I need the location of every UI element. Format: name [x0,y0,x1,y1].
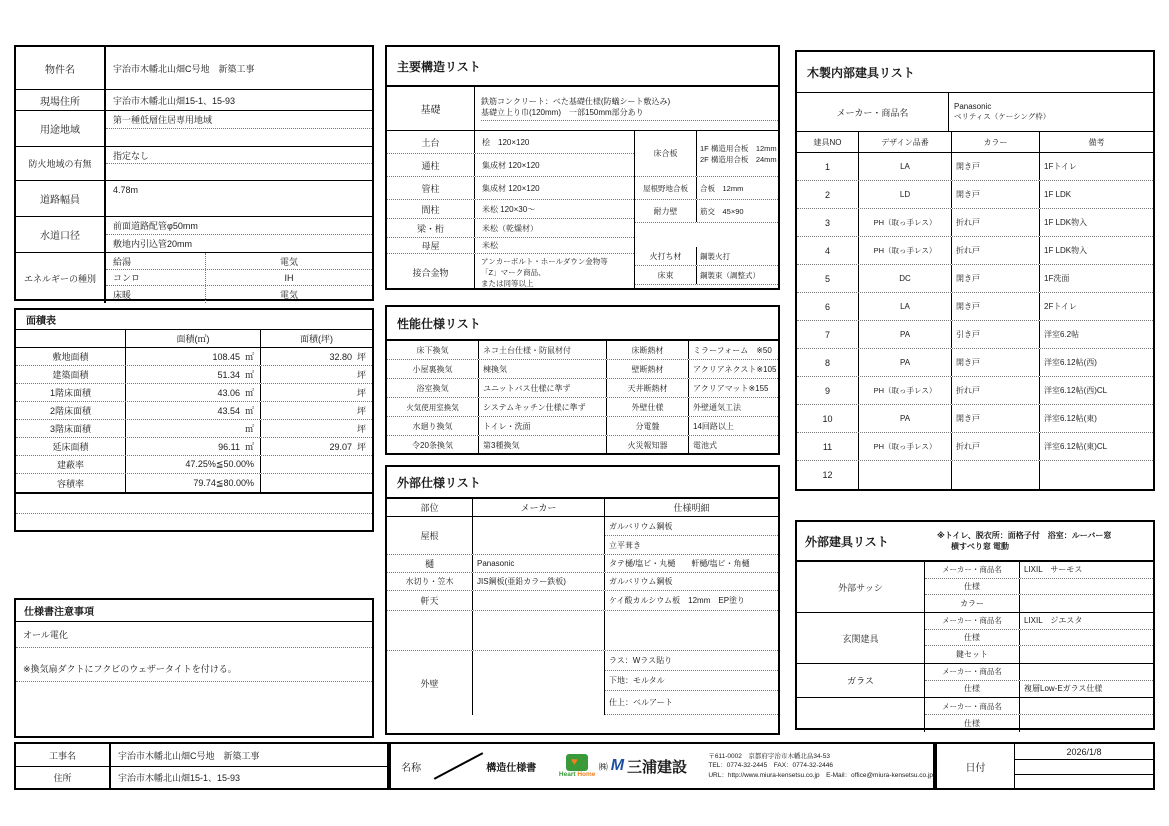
exterior-doors-title: 外部建具リスト [805,534,889,549]
footer-addr-value: 宇治市木幡北山畑15-1、15-93 [118,773,241,783]
footer-project-table [14,742,389,790]
perf-value: ユニットバス仕様に準ず [479,379,607,397]
site-addr-value: 宇治市木幡北山畑15-1、15-93 [113,95,236,106]
gutter-maker: Panasonic [473,555,605,572]
col-maker: メーカー [473,499,605,516]
energy-type-label: コンロ [106,270,206,285]
door-color: 開き戸 [952,265,1040,292]
perf-value: ミラーフォーム ※50 [693,345,772,355]
field-label: メーカー・商品名 [925,698,1020,714]
logo-text-home: Home [577,770,596,778]
door-model [859,461,952,489]
structure-row-label: 火打ち材 [635,247,697,265]
site-name-value: 宇治市木幡北山畑C号地 新築工事 [113,63,255,74]
field-label: 仕様 [925,715,1020,732]
area-col-tsubo: 面積(坪) [300,334,333,344]
extra-group-label [797,698,925,732]
perf-value: 14回路以上 [693,421,734,431]
roof-label: 屋根 [387,517,473,554]
interior-maker-name: Panasonic [954,102,992,111]
sash-group-label: 外部サッシ [797,562,925,612]
perf-value: 第3種換気 [479,436,607,455]
field-value [1020,664,1153,680]
flashing-maker: JIS鋼板(亜鉛カラー鉄板) [473,573,605,590]
area-tsubo-unit: 坪 [356,424,366,434]
footer-title-block [389,742,935,790]
door-no: 2 [797,181,859,208]
footer-project-value: 宇治市木幡北山畑C号地 新築工事 [118,750,260,761]
perf-value: アクリアネクスト※105 [693,364,777,374]
field-value [1020,630,1153,646]
perf-label: 水廻り換気 [387,417,479,435]
door-note: 1Fトイレ [1044,162,1077,171]
col-door-model: デザイン品番 [859,132,952,152]
area-m2-value: 51.34 [217,369,240,380]
drawing-name-value: 構造仕様書 [486,762,537,774]
structure-title: 主要構造リスト [387,47,778,87]
door-color: 引き戸 [952,321,1040,348]
area-m2-unit: ㎡ [244,370,254,380]
area-m2-unit: ㎡ [244,388,254,398]
col-part: 部位 [387,499,473,516]
structure-row-label: 床合板 [635,131,697,176]
energy-type-value: 電気 [279,290,298,300]
wall-maker [473,651,605,715]
structure-row-label: 母屋 [387,238,475,253]
area-m2-unit: ㎡ [244,442,254,452]
area-row-label: 2階床面積 [16,402,126,419]
col-door-note: 備考 [1088,137,1105,147]
structure-row-value: 桧 120×120 [482,137,530,147]
door-color: 折れ戸 [952,433,1040,460]
roof-detail-2: 立平葺き [609,540,641,550]
structure-row-label: 床束 [635,266,697,284]
exterior-doors-list [795,520,1155,730]
door-no: 4 [797,237,859,264]
door-no: 3 [797,209,859,236]
site-energy-label: エネルギーの種別 [16,253,106,303]
site-road-label: 道路幅員 [16,181,106,216]
door-model: LD [859,181,952,208]
perf-value: トイレ・洗面 [479,417,607,435]
performance-list [385,305,780,455]
structure-row-label: 通柱 [387,154,475,176]
eaves-detail: ケイ酸カルシウム板 12mm EP塗り [609,596,746,605]
company-mark: ㈱ [598,761,608,772]
field-label: 仕様 [925,681,1020,697]
foundation-line-2: 基礎立上り巾(120mm) 一部150mm部分あり [481,107,778,121]
door-note: 1F LDK物入 [1044,246,1088,255]
door-model: LA [859,153,952,180]
site-info-table [14,45,374,301]
perf-label: 小屋裏換気 [387,360,479,378]
structure-row-value: 集成材 120×120 [482,183,540,193]
date-blank-line [1015,760,1153,775]
door-model: PA [859,321,952,348]
door-color: 折れ戸 [952,377,1040,404]
perf-label: 分電盤 [607,417,689,435]
area-row-label: 3階床面積 [16,420,126,437]
field-value [1020,715,1153,732]
wall-label: 外壁 [387,651,473,715]
joint-line-1: アンカーボルト・ホールダウン金物等 [481,256,608,266]
perf-value: 電池式 [693,441,717,450]
joint-line-2: 「Z」マーク商品、 [481,267,546,277]
door-no: 12 [797,461,859,489]
door-color: 開き戸 [952,181,1040,208]
energy-type-label: 床暖 [106,286,206,303]
structure-row-label: 屋根野地合板 [635,177,697,199]
field-label: 鍵セット [925,646,1020,663]
area-m2-value: 43.54 [217,405,240,416]
eaves-label: 軒天 [387,591,473,610]
date-label: 日付 [937,744,1015,788]
door-no: 6 [797,293,859,320]
door-color: 開き戸 [952,405,1040,432]
perf-label: 浴室換気 [387,379,479,397]
exterior-spec-list [385,465,780,735]
perf-value: 棟換気 [479,360,607,378]
floor-panel-1f: 1F 構造用合板 12mm [700,143,777,153]
perf-label: 床断熱材 [607,341,689,359]
field-label: 仕様 [925,630,1020,646]
wall-detail-2: 下地：モルタル [605,671,778,691]
eaves-maker [473,591,605,610]
notes-line-2: ※換気扇ダクトにフクビのウェザータイトを付ける。 [16,656,372,682]
area-m2-value: 108.45 [212,351,240,362]
door-model: LA [859,293,952,320]
door-model: PH（取っ手レス） [859,433,952,460]
structure-row-value: 筋交 45×90 [700,206,744,216]
door-model: PH（取っ手レス） [859,209,952,236]
field-value: LIXIL ジエスタ [1024,616,1083,626]
exterior-doors-note-2: 横すべり窓 電動 [951,542,1010,551]
company-name: 三浦建設 [627,758,688,776]
site-zoning-value: 第一種低層住居専用地域 [106,111,372,129]
foundation-line-1: 鉄筋コンクリート：べた基礎仕様(防蟻シート敷込み) [481,97,671,106]
glass-group-label: ガラス [797,664,925,697]
area-row-label: 建蔽率 [16,456,126,473]
door-model: DC [859,265,952,292]
door-model: PA [859,349,952,376]
heart-home-logo-icon [566,754,588,771]
door-no: 1 [797,153,859,180]
site-water-value-2: 敷地内引込管20mm [113,239,193,249]
area-m2-value: 96.11 [218,441,240,452]
company-address: 〒611-0002 京都府宇治市木幡北畠34-53 [708,752,830,760]
site-name-label: 物件名 [16,47,106,89]
door-note: 洋室6.2帖 [1044,330,1080,339]
notes-line-1: オール電化 [16,622,372,648]
wall-detail-1: ラス：Wラス貼り [605,651,778,671]
area-tsubo-unit: 坪 [356,352,366,362]
door-no: 8 [797,349,859,376]
foundation-label: 基礎 [387,87,475,130]
floor-panel-2f: 2F 構造用合板 24mm [700,154,777,164]
company-contact-block [708,752,933,780]
area-row-label: 建築面積 [16,366,126,383]
area-tsubo-unit: 坪 [356,370,366,380]
door-color: 折れ戸 [952,209,1040,236]
energy-type-value: IH [284,272,294,283]
energy-type-label: 給湯 [106,253,206,269]
gutter-detail: タテ樋/塩ビ・丸樋 軒樋/塩ビ・角樋 [609,559,750,568]
door-note: 1F LDK物入 [1044,218,1088,227]
joint-hardware-label: 接合金物 [387,254,475,290]
drawing-name-label: 名称 [401,762,422,774]
perf-label: 天井断熱材 [607,379,689,397]
structure-row-label: 耐力壁 [635,200,697,222]
site-addr-label: 現場住所 [16,90,106,110]
door-model: PH（取っ手レス） [859,237,952,264]
structure-row-label: 間柱 [387,200,475,218]
area-col-m2: 面積(㎡) [126,330,261,347]
col-door-no: 建具NO [797,132,859,152]
door-no: 11 [797,433,859,460]
area-m2-unit: ㎡ [244,406,254,416]
door-color [952,461,1040,489]
field-value [1020,698,1153,714]
interior-doors-title: 木製内部建具リスト [807,65,915,80]
door-no: 10 [797,405,859,432]
door-note: 洋室6.12帖(西)CL [1044,386,1108,395]
footer-project-label: 工事名 [16,744,111,766]
field-value: 複層Low-Eガラス仕様 [1024,684,1103,694]
slash-icon [431,765,486,767]
field-label: メーカー・商品名 [925,664,1020,680]
area-m2-value: 43.06 [217,387,240,398]
perf-label: 外壁仕様 [607,398,689,416]
field-label: カラー [925,595,1020,612]
date-blank-line [1015,775,1153,788]
structure-row-label: 管柱 [387,177,475,199]
door-model: PA [859,405,952,432]
field-value [1020,646,1153,663]
door-color: 開き戸 [952,293,1040,320]
gutter-label: 樋 [387,555,473,572]
perf-label: 壁断熱材 [607,360,689,378]
performance-title: 性能仕様リスト [387,307,778,341]
site-water-label: 水道口径 [16,217,106,252]
door-note: 1F洗面 [1044,274,1070,283]
door-no: 5 [797,265,859,292]
interior-maker-series: ベリティス（ケーシング枠） [954,112,1051,121]
perf-label: 火気使用室換気 [387,398,479,416]
door-note [1040,461,1153,489]
area-tsubo-value: 29.07 [329,441,352,452]
logo-text-heart: Heart [558,770,576,778]
structure-row-value: 合板 12mm [700,183,744,193]
area-ratio-value: 47.25%≦50.00% [185,459,254,469]
structure-row-label: 土台 [387,131,475,153]
door-note: 1F LDK [1044,190,1072,199]
structure-row-value: 鋼製火打 [700,251,730,261]
area-row-label: 敷地面積 [16,348,126,365]
door-model: PH（取っ手レス） [859,377,952,404]
field-value: LIXIL サーモス [1024,565,1083,575]
entry-group-label: 玄関建具 [797,613,925,663]
structure-row-value: 集成材 120×120 [482,160,540,170]
exterior-spec-title: 外部仕様リスト [387,467,778,499]
flashing-label: 水切り・笠木 [387,573,473,590]
col-door-color: カラー [952,132,1040,152]
company-tel-fax: TEL：0774-32-2445 FAX：0774-32-2446 [708,762,834,770]
door-no: 9 [797,377,859,404]
area-tsubo-unit: 坪 [356,406,366,416]
perf-value: システムキッチン仕様に準ず [479,398,607,416]
perf-value: アクリアマット※155 [693,383,769,393]
perf-value: 外壁通気工法 [693,402,741,412]
interior-doors-list [795,50,1155,491]
area-row-label: 延床面積 [16,438,126,455]
field-value [1020,579,1153,595]
perf-label: 火災報知器 [607,436,689,455]
roof-maker [473,517,605,554]
area-title: 面積表 [16,310,372,330]
perf-label: 床下換気 [387,341,479,359]
area-ratio-value: 79.74≦80.00% [193,477,254,488]
site-fire-label: 防火地域の有無 [16,147,106,180]
roof-detail-1: ガルバリウム鋼板 [605,517,778,536]
joint-line-3: または同等以上 [481,278,534,288]
perf-value: ネコ土台仕様・防鼠材付 [479,341,607,359]
area-tsubo-value: 32.80 [329,351,352,362]
energy-type-value: 電気 [279,256,298,267]
heart-home-logo [556,754,599,779]
door-note: 洋室6.12帖(東)CL [1044,442,1108,451]
field-label: メーカー・商品名 [925,562,1020,578]
area-row-label: 容積率 [16,474,126,492]
structure-list [385,45,780,290]
footer-date-block [935,742,1155,790]
area-row-label: 1階床面積 [16,384,126,401]
exterior-doors-note-1: ※トイレ、脱衣所：面格子付 浴室：ルーバー窓 [937,531,1112,540]
date-value: 2026/1/8 [1015,744,1153,760]
footer-addr-label: 住所 [16,767,111,788]
area-table [14,308,374,532]
area-tsubo-unit: 坪 [356,442,366,452]
structure-row-value: 鋼製束（調整式） [700,270,760,280]
site-road-value: 4.78m [113,185,139,195]
door-note: 洋室6.12帖(東) [1044,414,1097,423]
miura-m-logo-icon: M [610,757,625,774]
field-label: メーカー・商品名 [925,613,1020,629]
wall-detail-3: 仕上：ベルアート [605,691,778,715]
structure-row-value: 米松 [482,241,498,250]
structure-row-value: 米松 120×30～ [482,204,536,214]
door-color: 折れ戸 [952,237,1040,264]
company-url-mail: URL：http://www.miura-kensetsu.co.jp E-Mail：office@miura-kensetsu.co.jp [708,771,934,779]
heart-icon: ♥ [571,755,578,768]
site-fire-value: 指定なし [106,147,372,164]
notes-box [14,598,374,738]
door-color: 開き戸 [952,153,1040,180]
col-detail: 仕様明細 [673,503,710,513]
door-note: 2Fトイレ [1044,302,1077,311]
area-tsubo-unit: 坪 [356,388,366,398]
interior-maker-label: メーカー・商品名 [797,93,949,131]
area-m2-unit: ㎡ [244,352,254,362]
site-water-value-1: 前面道路配管φ50mm [106,217,372,235]
field-value [1020,595,1153,612]
company-name-block [599,756,709,777]
field-label: 仕様 [925,579,1020,595]
perf-label: 令20条換気 [387,436,479,455]
door-note: 洋室6.12帖(西) [1044,358,1097,367]
area-m2-unit: ㎡ [244,424,254,434]
site-zoning-label: 用途地域 [16,111,106,146]
door-no: 7 [797,321,859,348]
flashing-detail: ガルバリウム鋼板 [609,577,673,586]
structure-row-label: 梁・桁 [387,219,475,237]
structure-row-value: 米松（乾燥材） [482,223,538,233]
door-color: 開き戸 [952,349,1040,376]
notes-title: 仕様書注意事項 [16,600,372,622]
